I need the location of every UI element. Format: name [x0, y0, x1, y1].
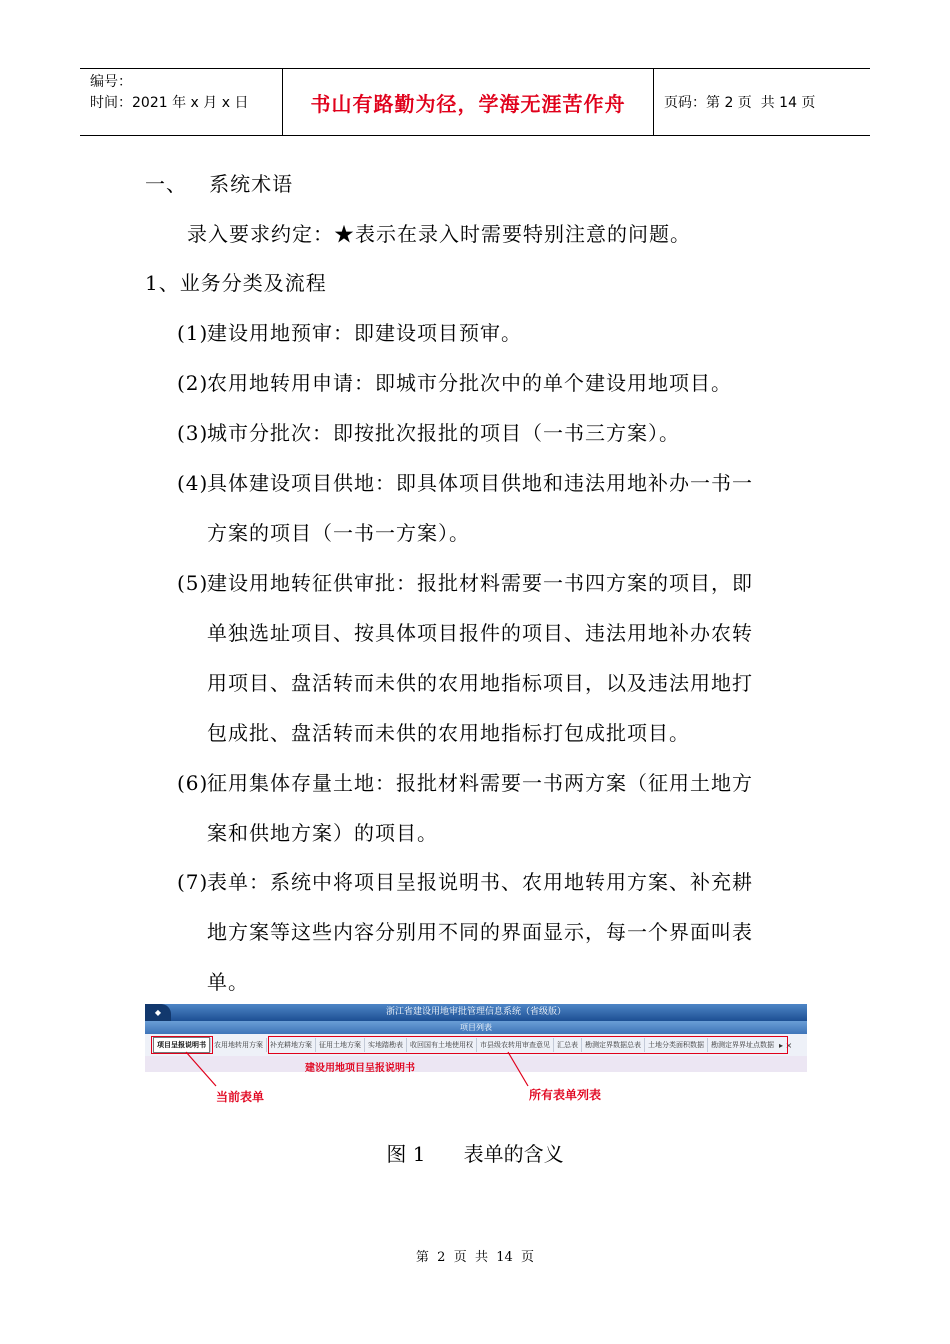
app-logo-icon: ◆: [145, 1004, 171, 1021]
header-page-info: 页码：第 2 页 共 14 页: [664, 95, 816, 111]
item-number: (1): [177, 321, 209, 345]
tab-site-survey[interactable]: 实地踏勘表: [364, 1038, 406, 1052]
item-text-continued: 包成批、盘活转而未供的农用地指标打包成批项目。: [207, 721, 690, 745]
tab-land-recovery[interactable]: 收回国有土地使用权: [406, 1038, 476, 1052]
item-text-continued: 方案的项目（一书一方案）。: [207, 521, 470, 545]
item-text-continued: 案和供地方案）的项目。: [207, 821, 438, 845]
tab-boundary-points[interactable]: 勘测定界界址点数据: [707, 1038, 777, 1052]
item-text: 建设用地转征供审批：报批材料需要一书四方案的项目，即: [207, 571, 753, 595]
convention-text: 录入要求约定：★表示在录入时需要特别注意的问题。: [187, 222, 691, 246]
current-form-label: 当前表单: [216, 1090, 265, 1104]
tab-supplementary-farmland[interactable]: 补充耕地方案: [266, 1038, 315, 1052]
current-form-pointer: [186, 1052, 216, 1086]
tab-scroll-controls[interactable]: ▸ ×: [779, 1040, 793, 1050]
item-number: (3): [177, 421, 209, 445]
tab-summary[interactable]: 汇总表: [553, 1038, 581, 1052]
item-text-continued: 用项目、盘活转而未供的农用地指标项目，以及违法用地打: [207, 671, 753, 695]
item-text-continued: 地方案等这些内容分别用不同的界面显示，每一个界面叫表: [207, 920, 753, 944]
item-text: 建设用地预审：即建设项目预审。: [207, 321, 522, 345]
item-number: (5): [177, 571, 209, 595]
item-number: (6): [177, 771, 209, 795]
form-content-title: 建设用地项目呈报说明书: [305, 1063, 415, 1074]
item-text: 征用集体存量土地：报批材料需要一书两方案（征用土地方: [207, 771, 753, 795]
tab-land-area[interactable]: 土地分类面积数据: [644, 1038, 707, 1052]
header-date: 时间：2021 年 x 月 x 日: [90, 95, 249, 111]
page-footer: 第 2 页 共 14 页: [415, 1250, 535, 1265]
tab-farmland-conversion[interactable]: 农用地转用方案: [210, 1038, 266, 1052]
tab-project-report[interactable]: 项目呈报说明书: [153, 1037, 210, 1053]
header-number: 编号：: [90, 74, 132, 90]
item-number: (7): [177, 870, 209, 894]
window-title-bar: 浙江省建设用地审批管理信息系统（省级版）: [145, 1004, 807, 1021]
item-text: 城市分批次：即按批次报批的项目（一书三方案）。: [207, 421, 680, 445]
header-motto: 书山有路勤为径，学海无涯苦作舟: [310, 91, 626, 116]
item-text: 表单：系统中将项目呈报说明书、农用地转用方案、补充耕: [207, 870, 753, 894]
figure-caption: 图 1 表单的含义: [386, 1142, 564, 1166]
sub-heading: 1、业务分类及流程: [145, 271, 327, 295]
all-forms-label: 所有表单列表: [529, 1088, 602, 1102]
item-text-continued: 单。: [207, 970, 249, 994]
tab-county-review[interactable]: 市县级农转用审查意见: [476, 1038, 553, 1052]
item-number: (4): [177, 471, 209, 495]
all-forms-pointer: [508, 1052, 528, 1086]
project-list-bar: 项目列表: [145, 1021, 807, 1034]
tab-land-requisition[interactable]: 征用土地方案: [315, 1038, 364, 1052]
section-title: 一、 系统术语: [145, 172, 294, 196]
item-text: 农用地转用申请：即城市分批次中的单个建设用地项目。: [207, 371, 732, 395]
item-number: (2): [177, 371, 209, 395]
item-text-continued: 单独选址项目、按具体项目报件的项目、违法用地补办农转: [207, 621, 753, 645]
tab-survey-data[interactable]: 勘测定界数据总表: [581, 1038, 644, 1052]
item-text: 具体建设项目供地：即具体项目供地和违法用地补办一书一: [207, 471, 753, 495]
